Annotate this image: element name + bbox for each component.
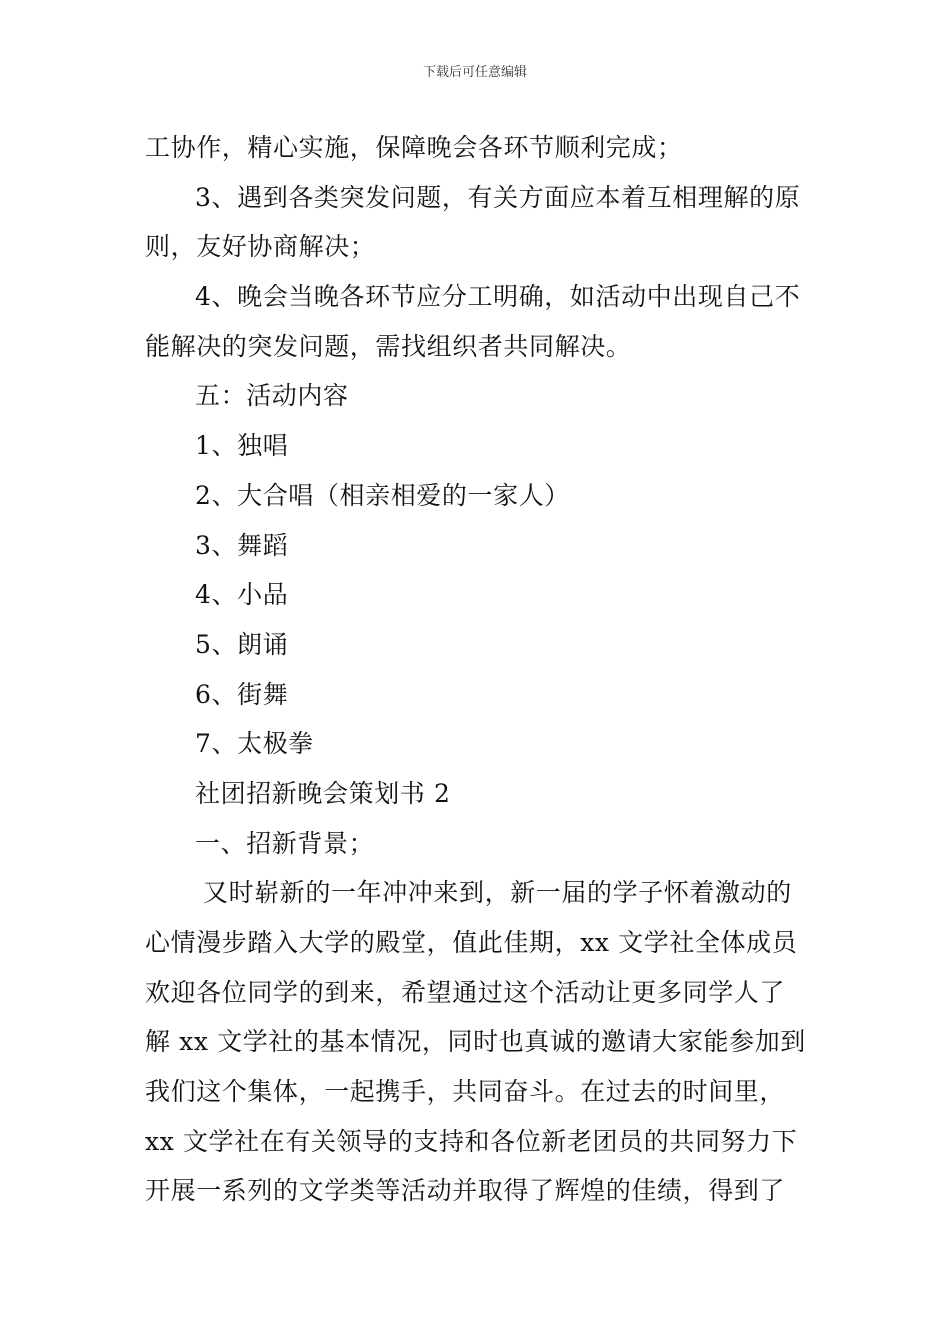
paragraph-line: 3、遇到各类突发问题，有关方面应本着互相理解的原 — [195, 182, 801, 212]
list-item: 6、街舞 — [195, 679, 289, 709]
paragraph-line: 能解决的突发问题，需找组织者共同解决。 — [145, 331, 632, 361]
list-item: 2、大合唱（相亲相爱的一家人） — [195, 480, 570, 510]
section-heading: 五：活动内容 — [195, 381, 349, 411]
paragraph-line: xx 文学社在有关领导的支持和各位新老团员的共同努力下 — [145, 1126, 798, 1156]
paragraph-line: 工协作，精心实施，保障晚会各环节顺利完成； — [145, 133, 683, 162]
paragraph-line: 解 xx 文学社的基本情况，同时也真诚的邀请大家能参加到 — [145, 1027, 806, 1057]
list-item: 7、太极拳 — [195, 729, 314, 759]
document-title: 社团招新晚会策划书 2 — [195, 778, 451, 808]
page-header: 下载后可任意编辑 — [422, 65, 527, 80]
list-item: 5、朗诵 — [195, 629, 289, 659]
paragraph-line: 我们这个集体，一起携手，共同奋斗。在过去的时间里， — [145, 1077, 786, 1107]
paragraph-line: 心情漫步踏入大学的殿堂，值此佳期，xx 文学社全体成员 — [145, 928, 798, 957]
paragraph-line: 则，友好协商解决； — [145, 232, 376, 262]
paragraph-line: 又时崭新的一年冲冲来到，新一届的学子怀着激动的 — [203, 878, 792, 908]
list-item: 1、独唱 — [195, 431, 289, 461]
list-item: 4、小品 — [195, 580, 289, 610]
document-body — [145, 123, 810, 1216]
paragraph-line: 欢迎各位同学的到来，希望通过这个活动让更多同学人了 — [145, 977, 786, 1007]
paragraph-line: 4、晚会当晚各环节应分工明确，如活动中出现自己不 — [195, 282, 801, 312]
section-heading: 一、招新背景； — [195, 828, 375, 858]
paragraph-line: 开展一系列的文学类等活动并取得了辉煌的佳绩，得到了 — [145, 1176, 786, 1206]
list-item: 3、舞蹈 — [195, 530, 289, 560]
